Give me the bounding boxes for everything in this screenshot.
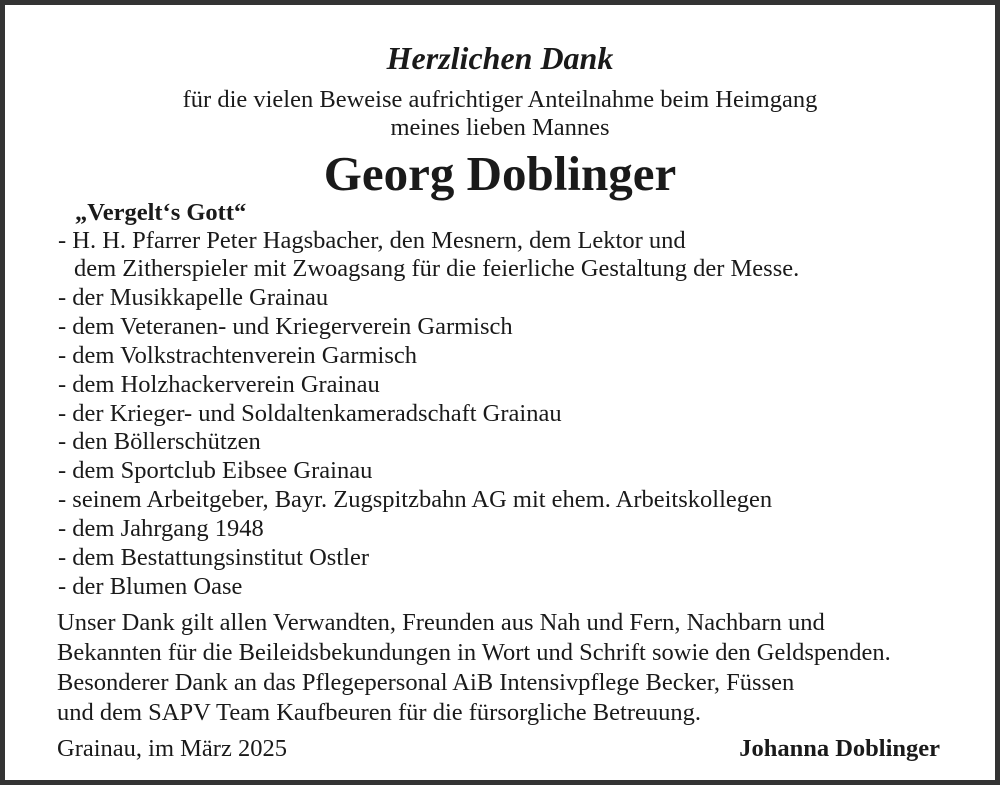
paragraph-line: Bekannten für die Beileidsbekundungen in Wort und Schrift sowie den Geldspenden. — [57, 639, 891, 666]
subheading: „Vergelt‘s Gott“ — [75, 199, 247, 226]
list-item: - der Krieger- und Soldaltenkameradschaft Grainau — [58, 400, 562, 427]
list-item-continuation: dem Zitherspieler mit Zwoagsang für die feierliche Gestaltung der Messe. — [74, 255, 800, 282]
intro-line: meines lieben Mannes — [390, 114, 610, 141]
list-item: - dem Sportclub Eibsee Grainau — [58, 457, 373, 484]
list-item: - dem Volkstrachtenverein Garmisch — [58, 342, 418, 369]
deceased-name: Georg Doblinger — [323, 146, 677, 201]
list-item: - dem Veteranen- und Kriegerverein Garmisch — [58, 313, 513, 340]
list-item: - dem Holzhackerverein Grainau — [58, 371, 380, 398]
list-item: - dem Bestattungsinstitut Ostler — [58, 544, 369, 571]
intro-line: für die vielen Beweise aufrichtiger Anteilnahme beim Heimgang — [182, 86, 818, 113]
notice-title: Herzlichen Dank — [386, 40, 614, 76]
paragraph-line: Besonderer Dank an das Pflegepersonal AiB Intensivpflege Becker, Füssen — [57, 669, 795, 696]
list-item: - seinem Arbeitgeber, Bayr. Zugspitzbahn AG mit ehem. Arbeitskollegen — [58, 486, 773, 513]
list-item: - den Böllerschützen — [58, 428, 261, 455]
paragraph-line: Unser Dank gilt allen Verwandten, Freunden aus Nah und Fern, Nachbarn und — [57, 609, 825, 636]
signature: Johanna Doblinger — [739, 735, 940, 762]
paragraph-line: und dem SAPV Team Kaufbeuren für die fürsorgliche Betreuung. — [57, 699, 701, 726]
place-date: Grainau, im März 2025 — [57, 735, 287, 762]
list-item: - der Musikkapelle Grainau — [58, 284, 329, 311]
list-item: - dem Jahrgang 1948 — [58, 515, 264, 542]
list-item: - H. H. Pfarrer Peter Hagsbacher, den Mesnern, dem Lektor und — [58, 227, 686, 254]
list-item: - der Blumen Oase — [58, 573, 243, 600]
